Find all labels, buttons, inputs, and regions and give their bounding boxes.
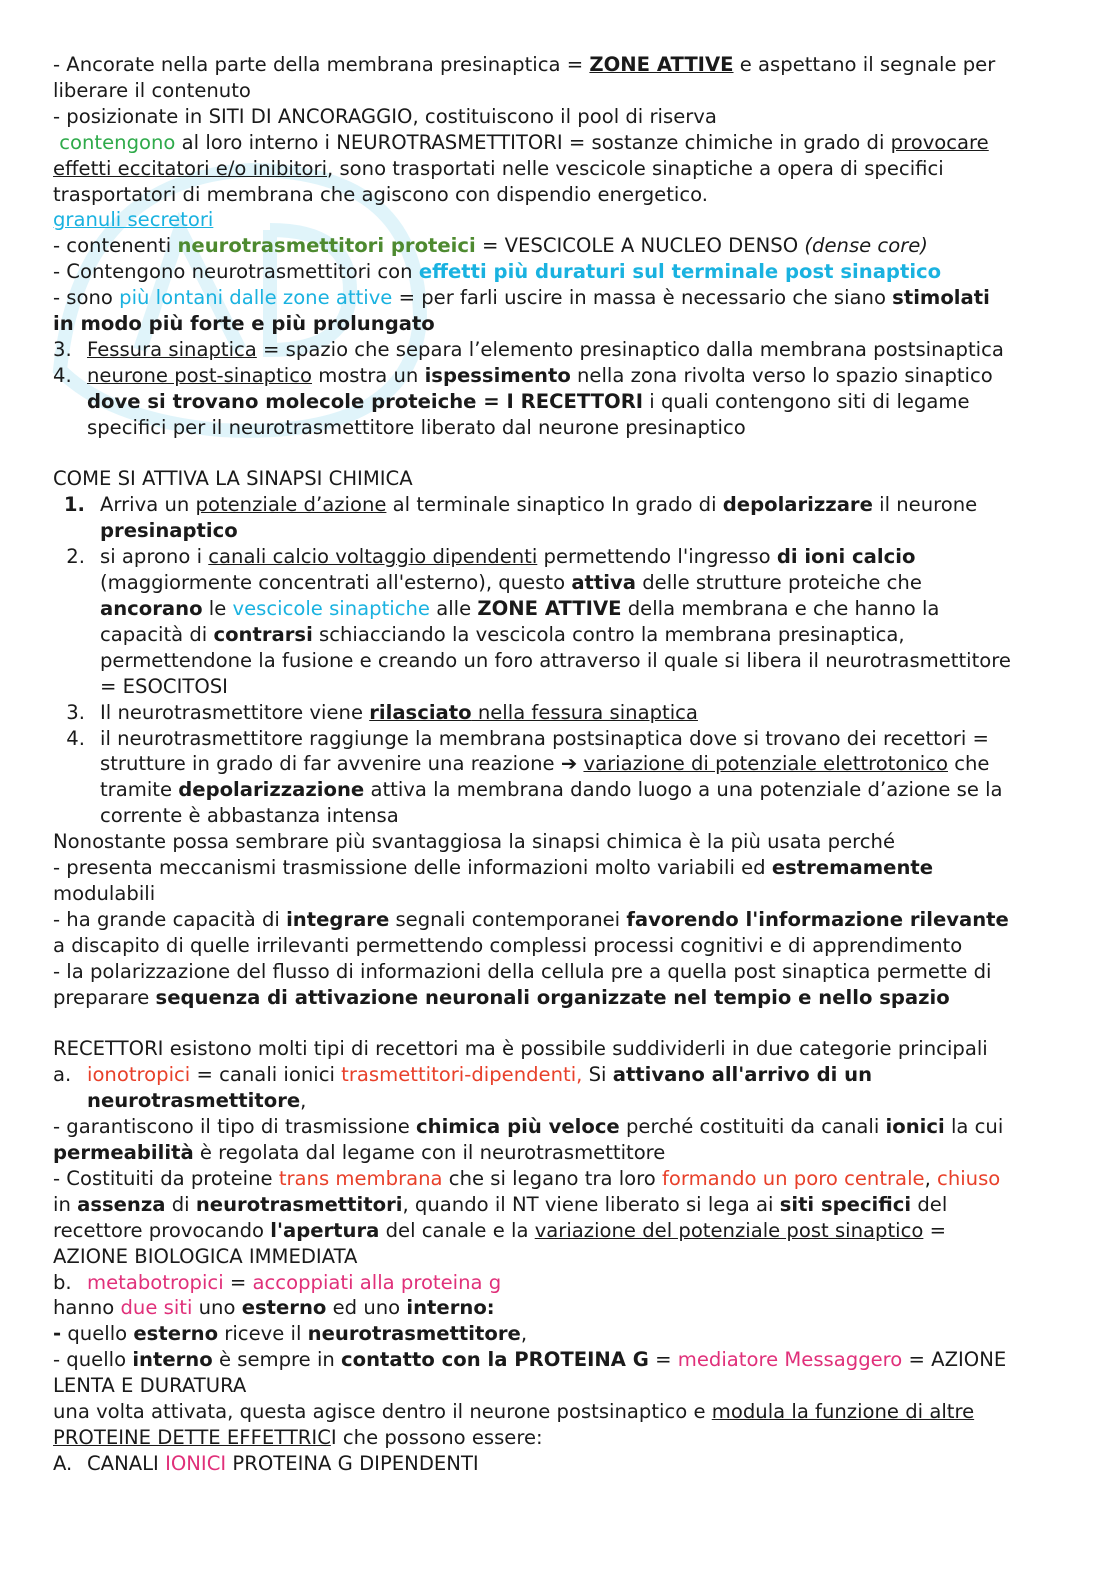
text-line: preparare sequenza di attivazione neuronali organizzate nel tempio e nello spazio [53,985,950,1009]
text-line: - garantiscono il tipo di trasmissione chimica più veloce perché costituiti da canali ionici la cui [53,1115,1004,1139]
text-line: - presenta meccanismi trasmissione delle informazioni molto variabili ed estremamente [53,856,934,880]
text-line: trasportatori di membrana che agiscono con dispendio energetico. [53,182,708,206]
text-line: recettore provocando l'apertura del canale e la variazione del potenziale post sinaptico = [53,1218,947,1242]
text-line: = ESOCITOSI [100,674,228,698]
text-line: - contenenti neurotrasmettitori proteici = VESCICOLE A NUCLEO DENSO (dense core) [53,234,928,258]
text-line: - Costituiti da proteine trans membrana che si legano tra loro formando un poro centrale, chiuso [53,1166,1001,1190]
text-line: modulabili [53,881,156,905]
text-line: liberare il contenuto [53,78,251,102]
text-line: strutture in grado di far avvenire una reazione ➔ variazione di potenziale elettrotonico che [100,752,990,776]
list-item: b. metabotropici = accoppiati alla proteina g [53,1270,502,1294]
text-line: una volta attivata, questa agisce dentro il neurone postsinaptico e modula la funzione di altre [53,1400,975,1424]
text-line: PROTEINE DETTE EFFETTRICI che possono essere: [53,1426,543,1449]
text-line: - posizionate in SITI DI ANCORAGGIO, costituiscono il pool di riserva [53,104,717,128]
text-line: tramite depolarizzazione attiva la membrana dando luogo a una potenziale d’azione se la [100,778,1003,802]
text-line: - la polarizzazione del flusso di informazioni della cellula pre a quella post sinaptica permette di [53,959,992,983]
list-item: 1. Arriva un potenziale d’azione al terminale sinaptico In grado di depolarizzare il neurone [63,493,978,517]
text-line: (maggiormente concentrati all'esterno), questo attiva delle strutture proteiche che [100,571,922,595]
text-line: a discapito di quelle irrilevanti permettendo complessi processi cognitivi e di apprendimento [53,933,963,957]
text-line: - sono più lontani dalle zone attive = per farli uscire in massa è necessario che siano stimolati [53,286,990,310]
document-page [53,52,1063,1477]
text-line: - quello esterno riceve il neurotrasmettitore, [53,1322,528,1346]
list-item: 2. si aprono i canali calcio voltaggio dipendenti permettendo l'ingresso di ioni calcio [66,545,916,569]
arrow-icon: ➔ [560,752,578,776]
text-line: specifici per il neurotrasmettitore liberato dal neurone presinaptico [87,415,746,439]
text-line: - Contengono neurotrasmettitori con effetti più duraturi sul terminale post sinaptico [53,260,942,284]
list-item: a. ionotropici = canali ionici trasmettitori-dipendenti, Si attivano all'arrivo di un [53,1063,873,1087]
text-line: LENTA E DURATURA [53,1374,247,1398]
text-line: in assenza di neurotrasmettitori, quando il NT viene liberato si lega ai siti specifici del [53,1192,948,1216]
text-line: corrente è abbastanza intensa [100,804,399,828]
text-line: hanno due siti uno esterno ed uno interno: [53,1296,495,1320]
text-line: in modo più forte e più prolungato [53,312,435,336]
text-line: contengono al loro interno i NEUROTRASMETTITORI = sostanze chimiche in grado di provocare [59,130,989,154]
list-item: 3. Fessura sinaptica = spazio che separa l’elemento presinaptico dalla membrana postsinaptica [53,337,1004,361]
list-item: 4. il neurotrasmettitore raggiunge la membrana postsinaptica dove si trovano dei recettori = [66,726,989,750]
text-line: permettendone la fusione e creando un foro attraverso il quale si libera il neurotrasmettitore [100,648,1011,672]
text-line: - quello interno è sempre in contatto con la PROTEINA G = mediatore Messaggero = AZIONE [53,1348,1007,1372]
text-line: ancorano le vescicole sinaptiche alle ZONE ATTIVE della membrana e che hanno la [100,597,940,621]
text-line: presinaptico [100,519,238,543]
text-line: - ha grande capacità di integrare segnali contemporanei favorendo l'informazione rilevante [53,907,1009,931]
list-item: 4. neurone post-sinaptico mostra un ispessimento nella zona rivolta verso lo spazio sinaptico [53,363,993,387]
section-heading: RECETTORI esistono molti tipi di recettori ma è possibile suddividerli in due categorie principali [53,1037,988,1061]
text-line: permeabilità è regolata dal legame con il neurotrasmettitore [53,1141,666,1165]
text-line: neurotrasmettitore, [87,1089,307,1113]
text-line: dove si trovano molecole proteiche = I RECETTORI i quali contengono siti di legame [87,389,970,413]
text-line: AZIONE BIOLOGICA IMMEDIATA [53,1244,358,1268]
text-line: capacità di contrarsi schiacciando la vescicola contro la membrana presinaptica, [100,622,905,646]
list-item: A. CANALI IONICI PROTEINA G DIPENDENTI [53,1451,479,1475]
text-line: effetti eccitatori e/o inibitori, sono trasportati nelle vescicole sinaptiche a opera di specifici [53,156,944,180]
section-heading: COME SI ATTIVA LA SINAPSI CHIMICA [53,467,413,491]
text-line: - Ancorate nella parte della membrana presinaptica = ZONE ATTIVE e aspettano il segnale per [53,53,996,76]
list-item: 3. Il neurotrasmettitore viene rilasciato nella fessura sinaptica [66,700,698,724]
section-heading: granuli secretori [53,208,214,232]
text-line: Nonostante possa sembrare più svantaggiosa la sinapsi chimica è la più usata perché [53,830,896,854]
